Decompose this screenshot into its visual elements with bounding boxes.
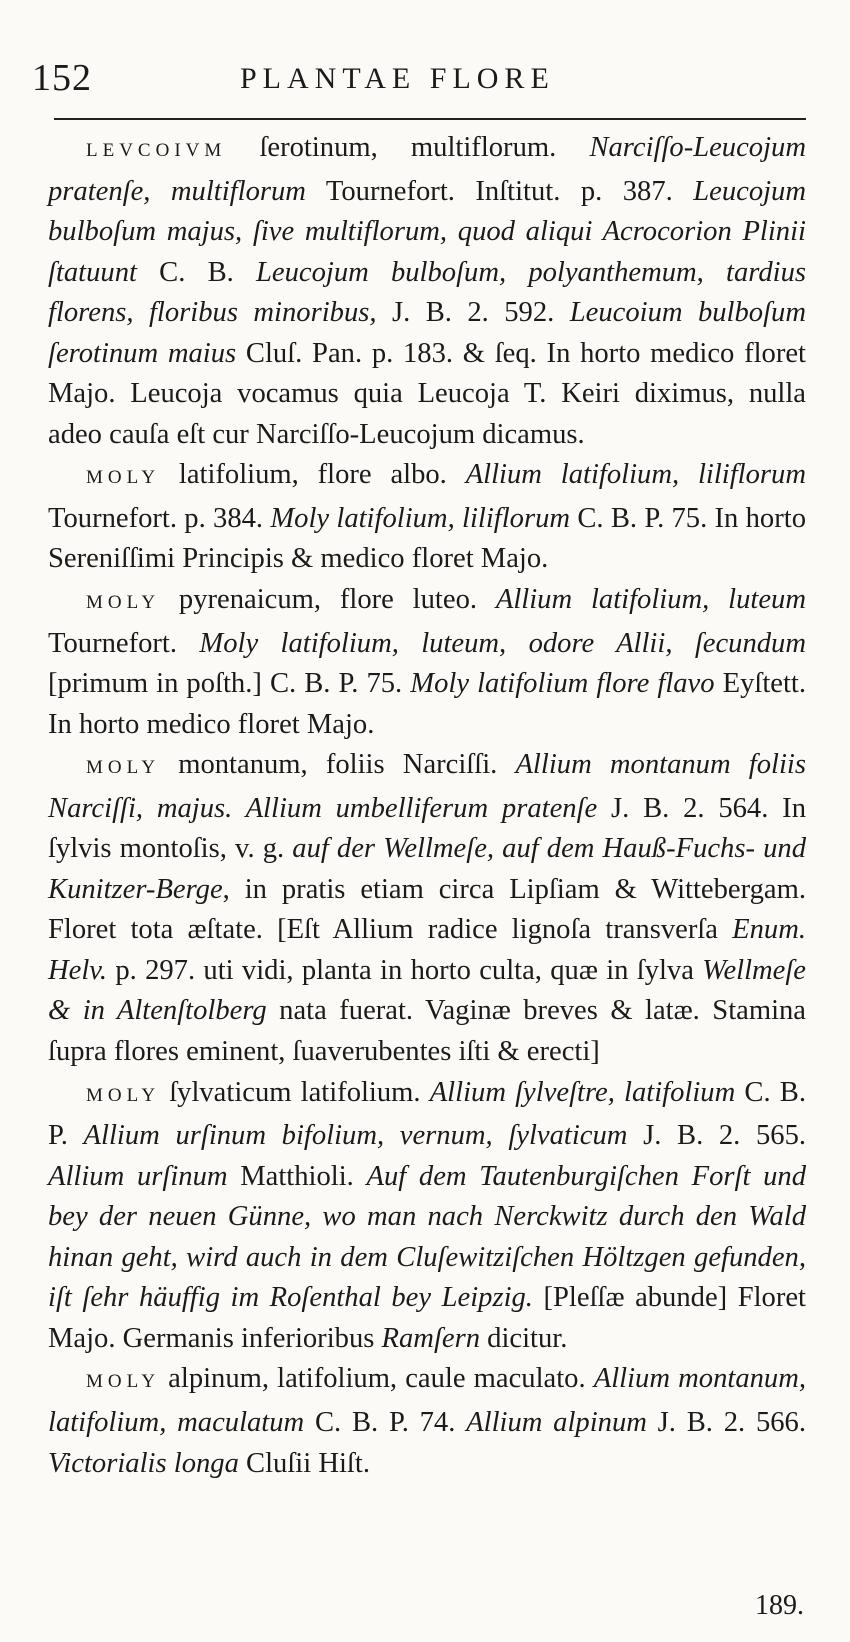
italic-citation: Wellmeſe & in Altenſtolberg xyxy=(48,954,806,1027)
plant-entry xyxy=(48,455,806,580)
italic-citation: Allium montanum foliis Narciſſi, majus. Allium umbelliferum pratenſe xyxy=(48,749,806,824)
entry-headword: MOLY xyxy=(86,757,161,779)
entry-headword: MOLY xyxy=(86,1371,161,1393)
page-number: 152 xyxy=(32,57,92,99)
italic-citation: Moly latifolium flore flavo xyxy=(410,668,715,700)
entry-headword: LEVCOIVM xyxy=(86,140,227,161)
entry-headword: MOLY xyxy=(86,467,161,489)
entry-text: C. B. P. xyxy=(48,1076,806,1152)
entry-text: pyrenaicum, flore luteo. xyxy=(160,584,496,616)
entry-text: alpinum, latifolium, caule maculato. xyxy=(160,1363,594,1395)
entry-text: [Pleſſæ abunde] Floret Majo. Germanis inferioribus xyxy=(48,1282,807,1354)
entry-headword: MOLY xyxy=(86,592,161,614)
entry-text: latifolium, flore albo. xyxy=(160,459,466,491)
entry-text: Matthioli. xyxy=(227,1160,367,1192)
entry-text: [primum in poſth.] C. B. P. 75. xyxy=(48,668,411,700)
entry-text: Cluſii Hiſt. xyxy=(238,1447,370,1479)
italic-citation: Leucoium bulboſum ſerotinum maius xyxy=(48,297,806,369)
italic-citation: Moly latifolium, luteum, odore Allii, ſecundum xyxy=(199,627,807,659)
italic-citation: Narciſſo-Leucojum pratenſe, multiflorum xyxy=(48,132,806,207)
plant-entry xyxy=(48,580,806,745)
entry-text: J. B. 2. 592. xyxy=(376,297,570,329)
plant-entry xyxy=(48,745,806,1072)
italic-citation: Allium montanum, latifolium, maculatum xyxy=(48,1363,807,1438)
entry-text: Tournefort. p. 384. xyxy=(48,502,271,534)
italic-citation: Allium urſinum bifolium, vernum, ſylvaticum xyxy=(83,1120,628,1152)
entry-text: ſerotinum, multiflorum. xyxy=(226,132,590,163)
entry-text: , in pratis etiam circa Lipſiam & Wittebergam. Floret tota æſtate. [Eſt Allium radice lignoſa transverſa xyxy=(48,873,806,946)
entry-text: nata fuerat. Vaginæ breves & latæ. Stamina ſupra flores eminent, ſuaverubentes iſti & erecti] xyxy=(48,995,807,1068)
plant-entry xyxy=(48,128,806,455)
entry-text: dicitur. xyxy=(480,1322,568,1354)
italic-citation: Auf dem Tautenburgiſchen Forſt und bey der neuen Günne, wo man nach Nerckwitz durch den Wald hinan geht, wird auch in dem Cluſewitziſchen Höltzgen gefunden, iſt ſehr häuffig im Roſenthal bey Leipzig. xyxy=(48,1160,806,1314)
italic-citation: Allium urſinum xyxy=(48,1160,228,1192)
plant-entry xyxy=(48,1073,806,1360)
italic-citation: Victorialis longa xyxy=(48,1447,239,1479)
entry-text: Tournefort. xyxy=(48,627,200,659)
italic-citation: Leucojum bulboſum majus, ſive multiflorum, quod aliqui Acrocorion Plinii ſtatuunt xyxy=(48,175,807,288)
entry-text: montanum, foliis Narciſſi. xyxy=(160,749,516,781)
text-body xyxy=(48,128,806,1484)
entry-text: J. B. 2. 566. xyxy=(646,1406,806,1438)
entry-text: C. B. P. 75. In horto Sereniſſimi Principis & medico floret Majo. xyxy=(48,502,806,575)
italic-citation: Allium latifolium, luteum xyxy=(495,584,806,616)
entry-text: J. B. 2. 565. xyxy=(627,1120,807,1152)
italic-citation: Ramſern xyxy=(381,1322,481,1354)
entry-text: C. B. xyxy=(136,256,256,288)
italic-citation: Moly latifolium, liliflorum xyxy=(270,502,571,534)
running-title: PLANTAE FLORE xyxy=(240,62,555,95)
plant-entry xyxy=(48,1359,806,1484)
entry-text: Cluſ. Pan. p. 183. & ſeq. In horto medico floret Majo. Leucoja vocamus quia Leucoja T. Keiri diximus, nulla adeo cauſa eſt cur Narciſſo-Leucojum dicamus. xyxy=(48,337,806,450)
entry-text: J. B. 2. 564. In ſylvis montoſis, v. g. xyxy=(48,792,806,865)
header-rule xyxy=(54,118,806,120)
italic-citation: Allium latifolium, liliflorum xyxy=(465,459,807,491)
italic-citation: Allium alpinum xyxy=(466,1406,647,1438)
entry-text: ſylvaticum latifolium. xyxy=(160,1076,430,1108)
entry-text: p. 297. uti vidi, planta in horto culta, quæ in ſylva xyxy=(107,954,703,986)
page-header xyxy=(32,56,802,106)
entry-text: Eyſtett. In horto medico floret Majo. xyxy=(48,668,807,740)
catchword: 189. xyxy=(755,1590,804,1621)
italic-citation: Allium ſylveſtre, latifolium xyxy=(429,1076,736,1108)
entry-headword: MOLY xyxy=(86,1084,161,1106)
italic-citation: auf der Wellmeſe, auf dem Hauß-Fuchs- und Kunitzer-Berge xyxy=(48,833,806,905)
italic-citation: Leucojum bulboſum, polyanthemum, tardius florens, floribus minoribus, xyxy=(48,256,806,329)
entry-text: Tournefort. Inſtitut. p. 387. xyxy=(305,175,694,207)
italic-citation: Enum. Helv. xyxy=(48,914,806,986)
entry-text: C. B. P. 74. xyxy=(304,1406,467,1438)
